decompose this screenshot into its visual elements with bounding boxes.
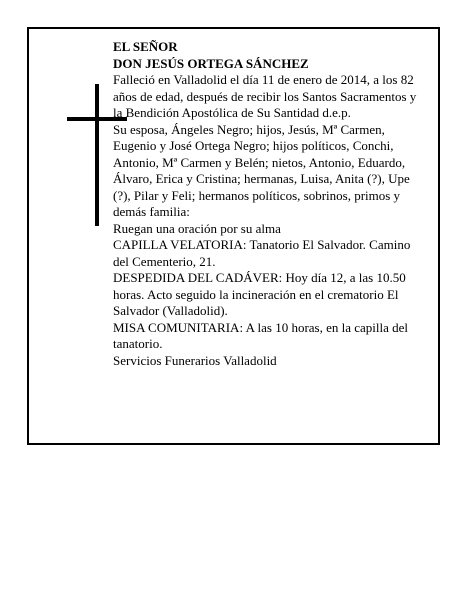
chapel-info: CAPILLA VELATORIA: Tanatorio El Salvador. Camino del Cementerio, 21. — [113, 237, 411, 269]
prayer-request: Ruegan una oración por su alma — [113, 220, 281, 236]
notice-title: EL SEÑOR — [113, 39, 178, 54]
notice-body — [113, 39, 425, 369]
farewell-info: DESPEDIDA DEL CADÁVER: Hoy día 12, a las 10.50 horas. Acto seguido la incineración en el crematorio El Salvador (Valladolid). — [113, 270, 406, 318]
deceased-name: DON JESÚS ORTEGA SÁNCHEZ — [113, 55, 309, 71]
funeral-services: Servicios Funerarios Valladolid — [113, 352, 277, 368]
mass-info: MISA COMUNITARIA: A las 10 horas, en la capilla del tanatorio. — [113, 319, 409, 351]
family-list: Su esposa, Ángeles Negro; hijos, Jesús, Mª Carmen, Eugenio y José Ortega Negro; hijos políticos, Conchi, Antonio, Mª Carmen y Belén; nietos, Antonio, Eduardo, Álvaro, Erica y Cristina; hermanas, Luisa, Anita (?), Upe (?), Pilar y Feli; hermanos políticos, sobrinos, primos y demás familia: — [113, 121, 410, 219]
death-announcement: Falleció en Valladolid el día 11 de enero de 2014, a los 82 años de edad, después de recibir los Santos Sacramentos y la Bendición Apostólica de Su Santidad d.e.p. — [113, 72, 417, 120]
cross-vertical-bar — [95, 84, 99, 226]
